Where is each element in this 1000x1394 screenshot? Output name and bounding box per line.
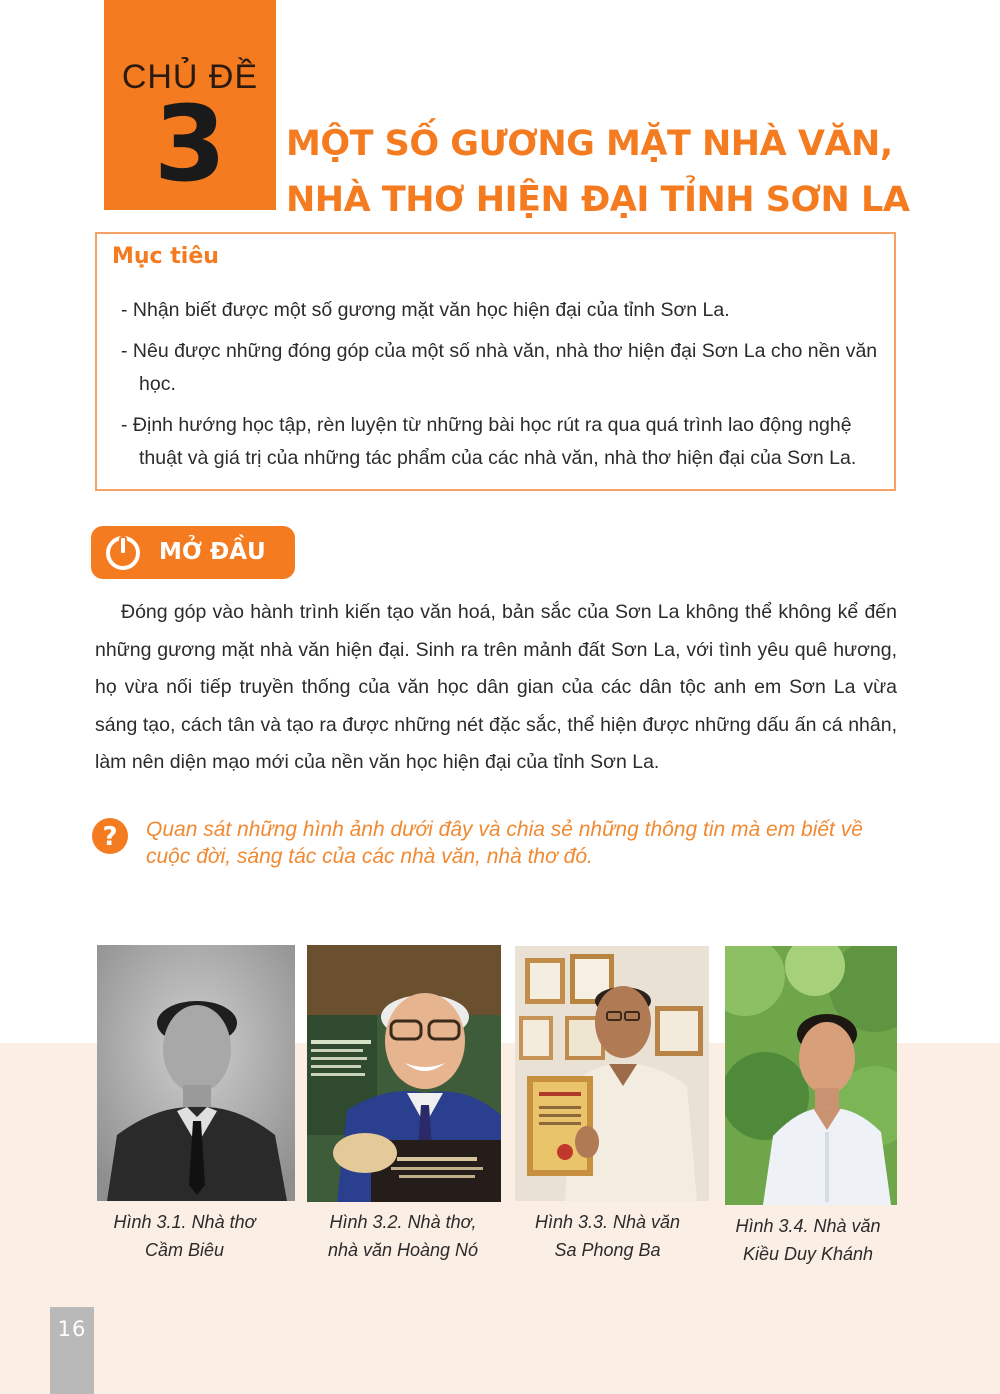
intro-section-badge [91,526,295,579]
intro-paragraph: Đóng góp vào hành trình kiến tạo văn hoá, bản sắc của Sơn La không thể không kể đến những gương mặt nhà văn hiện đại. Sinh ra trên mảnh đất Sơn La, với tình yêu quê hương, họ vừa nối tiếp truyền thống của văn học dân gian của các dân tộc anh em Sơn La vừa sáng tạo, cách tân và tạo ra được những nét đặc sắc, thể hiện được những dấu ấn cá nhân, làm nên diện mạo mới của nền văn học hiện đại của tỉnh Sơn La. [95,601,897,773]
figure-caption-line: Cầm Biêu [144,1240,225,1260]
figure-caption-line: Sa Phong Ba [554,1240,661,1260]
figure-caption-line: nhà văn Hoàng Nó [327,1240,479,1260]
figure-caption [718,1212,898,1268]
question-icon [91,817,129,855]
figure-caption [515,1208,700,1264]
figure-caption-line: Hình 3.2. Nhà thơ, [329,1212,477,1232]
objective-item: - Nêu được những đóng góp của một số nhà văn, nhà thơ hiện đại Sơn La cho nền văn học. [121,340,878,395]
topic-badge [104,0,276,210]
figure-caption [92,1208,277,1264]
figure-caption-line: Hình 3.4. Nhà văn [735,1216,881,1236]
objectives-box [95,232,896,491]
figure-caption-line: Hình 3.1. Nhà thơ [113,1212,256,1232]
photo-hoang-no [307,945,501,1202]
svg-text:?: ? [102,822,118,852]
intro-label: MỞ ĐẦU [159,539,266,565]
topic-number: 3 [153,83,227,205]
photo-cam-bieu [97,945,295,1201]
objectives-heading: Mục tiêu [112,244,219,269]
topic-title [286,116,986,228]
topic-title-line-2: NHÀ THƠ HIỆN ĐẠI TỈNH SƠN LA [286,180,910,220]
figure-caption-line: Kiều Duy Khánh [742,1244,874,1264]
objectives-list [121,294,881,483]
page-number: 16 [57,1317,87,1341]
objective-item: - Nhận biết được một số gương mặt văn học hiện đại của tỉnh Sơn La. [121,299,730,321]
topic-label: CHỦ ĐỀ [121,58,259,96]
figure-caption [308,1208,498,1264]
objective-item: - Định hướng học tập, rèn luyện từ những bài học rút ra qua quá trình lao động nghệ thuật và giá trị của những tác phẩm của các nhà văn, nhà thơ hiện đại của Sơn La. [121,414,857,469]
figure-caption-line: Hình 3.3. Nhà văn [534,1212,681,1232]
power-icon [105,535,141,571]
photo-sa-phong-ba [515,946,709,1201]
page-number-tab [50,1307,94,1394]
question-text: Quan sát những hình ảnh dưới đây và chia sẻ những thông tin mà em biết về cuộc đời, sáng tác của các nhà văn, nhà thơ đó. [146,818,863,868]
photo-kieu-duy-khanh [725,946,897,1205]
topic-title-line-1: MỘT SỐ GƯƠNG MẶT NHÀ VĂN, [286,124,893,164]
